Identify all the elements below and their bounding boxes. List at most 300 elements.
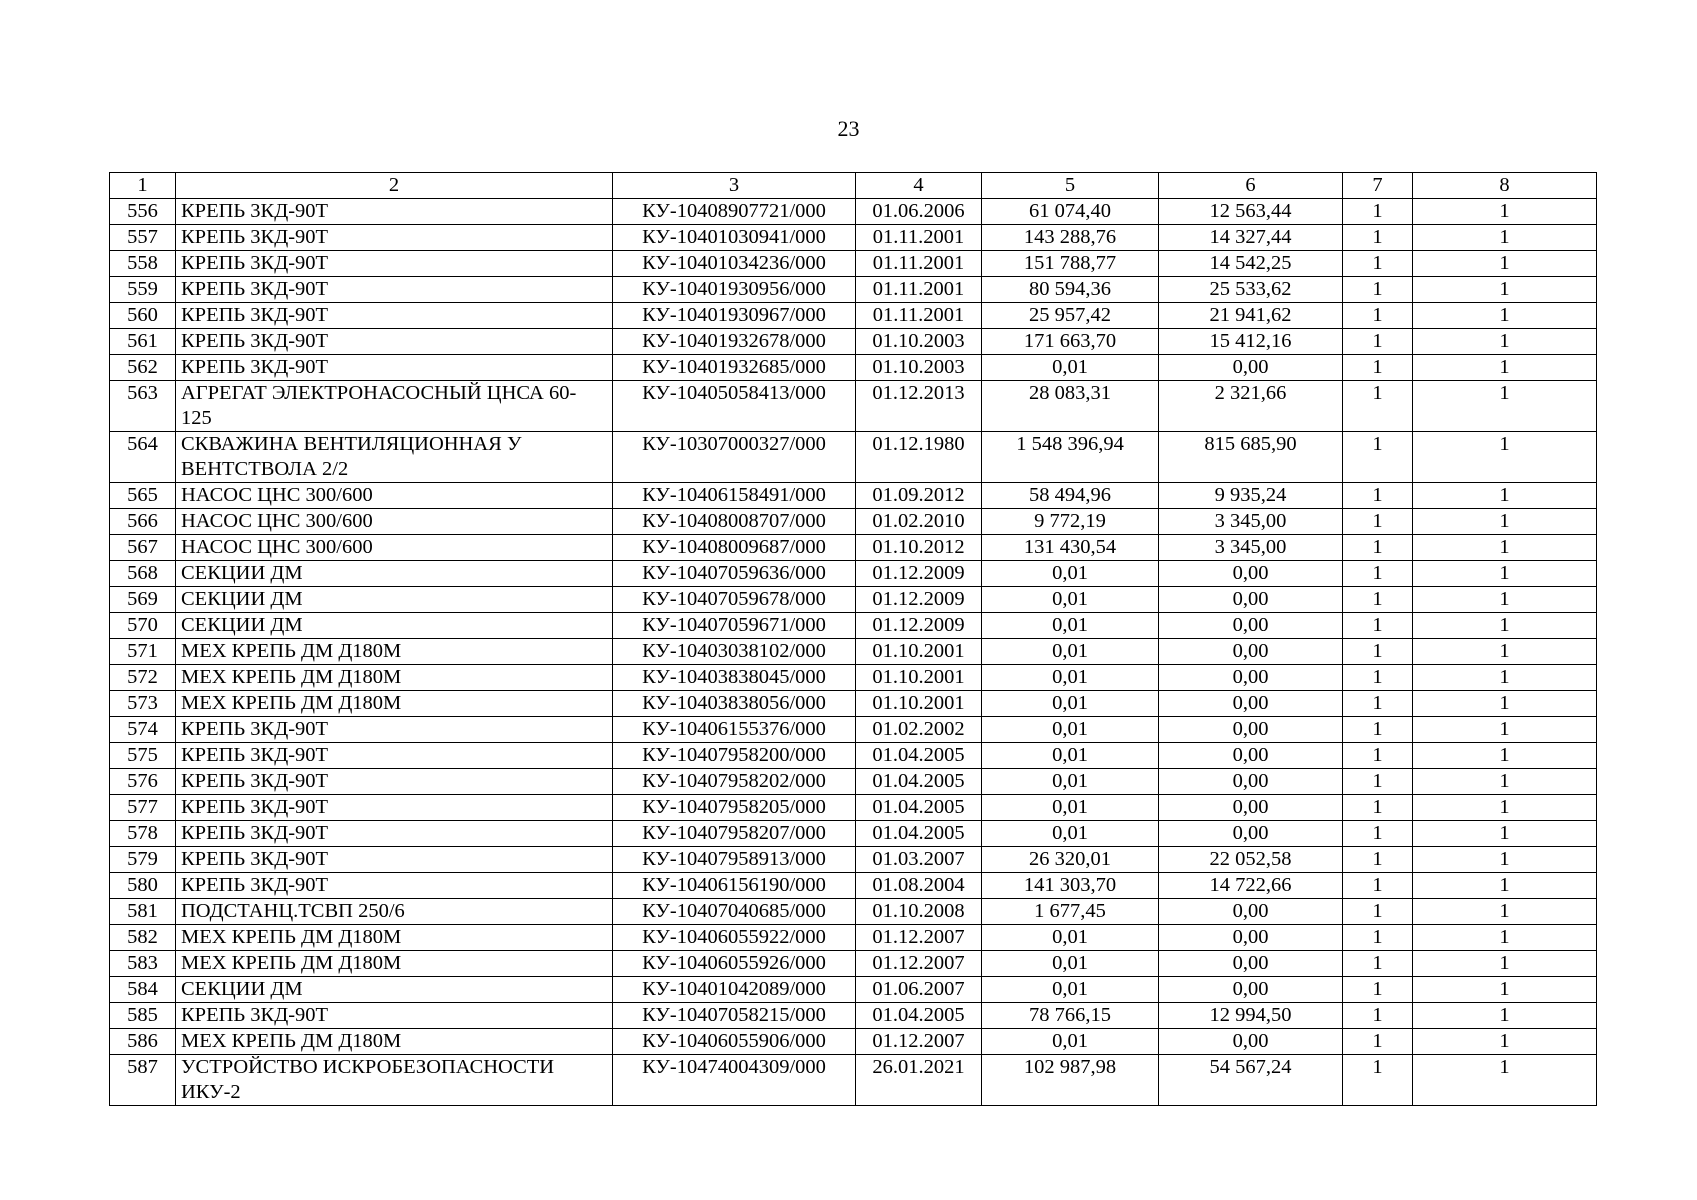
- quantity-cell: 1: [1413, 355, 1597, 381]
- inventory-number-cell: КУ-10407059671/000: [613, 613, 856, 639]
- initial-cost-cell: 171 663,70: [982, 329, 1159, 355]
- row-number-cell: 585: [110, 1003, 176, 1029]
- inventory-number-cell: КУ-10474004309/000: [613, 1055, 856, 1106]
- residual-cost-cell: 25 533,62: [1159, 277, 1343, 303]
- row-number-cell: 587: [110, 1055, 176, 1106]
- quantity-cell: 1: [1343, 303, 1413, 329]
- row-number-cell: 578: [110, 821, 176, 847]
- table-row: [110, 381, 1597, 432]
- column-header: 7: [1343, 173, 1413, 199]
- table-row: [110, 277, 1597, 303]
- initial-cost-cell: 0,01: [982, 665, 1159, 691]
- table-body: [110, 199, 1597, 1106]
- quantity-cell: 1: [1343, 639, 1413, 665]
- table-row: [110, 769, 1597, 795]
- initial-cost-cell: 9 772,19: [982, 509, 1159, 535]
- quantity-cell: 1: [1343, 251, 1413, 277]
- date-cell: 01.10.2008: [856, 899, 982, 925]
- table-row: [110, 951, 1597, 977]
- quantity-cell: 1: [1413, 743, 1597, 769]
- date-cell: 01.12.2007: [856, 1029, 982, 1055]
- item-name-cell: КРЕПЬ 3КД-90Т: [176, 303, 613, 329]
- item-name-cell: КРЕПЬ 3КД-90Т: [176, 329, 613, 355]
- date-cell: 01.10.2001: [856, 639, 982, 665]
- item-name-cell: МЕХ КРЕПЬ ДМ Д180М: [176, 951, 613, 977]
- row-number-cell: 560: [110, 303, 176, 329]
- column-header: 3: [613, 173, 856, 199]
- table-row: [110, 873, 1597, 899]
- initial-cost-cell: 131 430,54: [982, 535, 1159, 561]
- row-number-cell: 572: [110, 665, 176, 691]
- row-number-cell: 583: [110, 951, 176, 977]
- residual-cost-cell: 0,00: [1159, 613, 1343, 639]
- column-header: 1: [110, 173, 176, 199]
- quantity-cell: 1: [1413, 303, 1597, 329]
- residual-cost-cell: 0,00: [1159, 769, 1343, 795]
- table-row: [110, 535, 1597, 561]
- inventory-number-cell: КУ-10401034236/000: [613, 251, 856, 277]
- quantity-cell: 1: [1413, 432, 1597, 483]
- inventory-number-cell: КУ-10408008707/000: [613, 509, 856, 535]
- page-number: 23: [837, 116, 860, 141]
- item-name-cell: МЕХ КРЕПЬ ДМ Д180М: [176, 691, 613, 717]
- table-row: [110, 899, 1597, 925]
- table-row: [110, 199, 1597, 225]
- quantity-cell: 1: [1413, 613, 1597, 639]
- row-number-cell: 580: [110, 873, 176, 899]
- quantity-cell: 1: [1413, 561, 1597, 587]
- table-row: [110, 483, 1597, 509]
- row-number-cell: 564: [110, 432, 176, 483]
- initial-cost-cell: 151 788,77: [982, 251, 1159, 277]
- initial-cost-cell: 61 074,40: [982, 199, 1159, 225]
- quantity-cell: 1: [1343, 977, 1413, 1003]
- initial-cost-cell: 0,01: [982, 691, 1159, 717]
- initial-cost-cell: 0,01: [982, 587, 1159, 613]
- column-header: 8: [1413, 173, 1597, 199]
- item-name-cell: МЕХ КРЕПЬ ДМ Д180М: [176, 639, 613, 665]
- quantity-cell: 1: [1343, 847, 1413, 873]
- quantity-cell: 1: [1413, 483, 1597, 509]
- item-name-cell: АГРЕГАТ ЭЛЕКТРОНАСОСНЫЙ ЦНСА 60-125: [176, 381, 613, 432]
- initial-cost-cell: 25 957,42: [982, 303, 1159, 329]
- item-name-cell: СЕКЦИИ ДМ: [176, 561, 613, 587]
- inventory-number-cell: КУ-10405058413/000: [613, 381, 856, 432]
- row-number-cell: 559: [110, 277, 176, 303]
- inventory-number-cell: КУ-10407958202/000: [613, 769, 856, 795]
- quantity-cell: 1: [1343, 691, 1413, 717]
- residual-cost-cell: 3 345,00: [1159, 535, 1343, 561]
- inventory-number-cell: КУ-10407958207/000: [613, 821, 856, 847]
- quantity-cell: 1: [1413, 873, 1597, 899]
- inventory-number-cell: КУ-10401042089/000: [613, 977, 856, 1003]
- date-cell: 01.04.2005: [856, 743, 982, 769]
- initial-cost-cell: 102 987,98: [982, 1055, 1159, 1106]
- row-number-cell: 562: [110, 355, 176, 381]
- quantity-cell: 1: [1413, 639, 1597, 665]
- row-number-cell: 579: [110, 847, 176, 873]
- row-number-cell: 566: [110, 509, 176, 535]
- row-number-cell: 565: [110, 483, 176, 509]
- date-cell: 01.04.2005: [856, 1003, 982, 1029]
- inventory-number-cell: КУ-10406055906/000: [613, 1029, 856, 1055]
- inventory-number-cell: КУ-10307000327/000: [613, 432, 856, 483]
- quantity-cell: 1: [1413, 509, 1597, 535]
- row-number-cell: 576: [110, 769, 176, 795]
- item-name-cell: НАСОС ЦНС 300/600: [176, 535, 613, 561]
- date-cell: 01.10.2001: [856, 665, 982, 691]
- column-header: 2: [176, 173, 613, 199]
- quantity-cell: 1: [1343, 1003, 1413, 1029]
- inventory-number-cell: КУ-10407059636/000: [613, 561, 856, 587]
- table-row: [110, 1003, 1597, 1029]
- column-header: 5: [982, 173, 1159, 199]
- item-name-cell: УСТРОЙСТВО ИСКРОБЕЗОПАСНОСТИ ИКУ-2: [176, 1055, 613, 1106]
- quantity-cell: 1: [1343, 1029, 1413, 1055]
- row-number-cell: 561: [110, 329, 176, 355]
- residual-cost-cell: 14 327,44: [1159, 225, 1343, 251]
- initial-cost-cell: 78 766,15: [982, 1003, 1159, 1029]
- row-number-cell: 574: [110, 717, 176, 743]
- quantity-cell: 1: [1413, 925, 1597, 951]
- residual-cost-cell: 0,00: [1159, 821, 1343, 847]
- date-cell: 01.12.2009: [856, 561, 982, 587]
- initial-cost-cell: 0,01: [982, 1029, 1159, 1055]
- quantity-cell: 1: [1413, 251, 1597, 277]
- table-row: [110, 561, 1597, 587]
- quantity-cell: 1: [1413, 795, 1597, 821]
- quantity-cell: 1: [1413, 199, 1597, 225]
- quantity-cell: 1: [1413, 769, 1597, 795]
- table-row: [110, 665, 1597, 691]
- item-name-cell: КРЕПЬ 3КД-90Т: [176, 199, 613, 225]
- residual-cost-cell: 2 321,66: [1159, 381, 1343, 432]
- item-name-cell: КРЕПЬ 3КД-90Т: [176, 769, 613, 795]
- table-row: [110, 639, 1597, 665]
- row-number-cell: 577: [110, 795, 176, 821]
- table-row: [110, 847, 1597, 873]
- item-name-cell: СЕКЦИИ ДМ: [176, 613, 613, 639]
- initial-cost-cell: 0,01: [982, 743, 1159, 769]
- date-cell: 01.12.2007: [856, 951, 982, 977]
- item-name-cell: МЕХ КРЕПЬ ДМ Д180М: [176, 1029, 613, 1055]
- initial-cost-cell: 58 494,96: [982, 483, 1159, 509]
- date-cell: 01.12.1980: [856, 432, 982, 483]
- quantity-cell: 1: [1413, 821, 1597, 847]
- column-header: 4: [856, 173, 982, 199]
- residual-cost-cell: 0,00: [1159, 977, 1343, 1003]
- quantity-cell: 1: [1413, 717, 1597, 743]
- table-row: [110, 1055, 1597, 1106]
- inventory-number-cell: КУ-10407958200/000: [613, 743, 856, 769]
- quantity-cell: 1: [1413, 1003, 1597, 1029]
- inventory-number-cell: КУ-10406055926/000: [613, 951, 856, 977]
- item-name-cell: КРЕПЬ 3КД-90Т: [176, 1003, 613, 1029]
- row-number-cell: 584: [110, 977, 176, 1003]
- table-row: [110, 509, 1597, 535]
- quantity-cell: 1: [1413, 277, 1597, 303]
- date-cell: 01.06.2006: [856, 199, 982, 225]
- residual-cost-cell: 0,00: [1159, 665, 1343, 691]
- row-number-cell: 573: [110, 691, 176, 717]
- residual-cost-cell: 0,00: [1159, 561, 1343, 587]
- date-cell: 01.10.2003: [856, 355, 982, 381]
- quantity-cell: 1: [1343, 717, 1413, 743]
- quantity-cell: 1: [1343, 329, 1413, 355]
- residual-cost-cell: 14 722,66: [1159, 873, 1343, 899]
- date-cell: 01.11.2001: [856, 251, 982, 277]
- table-row: [110, 743, 1597, 769]
- residual-cost-cell: 0,00: [1159, 899, 1343, 925]
- inventory-number-cell: КУ-10406055922/000: [613, 925, 856, 951]
- item-name-cell: КРЕПЬ 3КД-90Т: [176, 847, 613, 873]
- item-name-cell: КРЕПЬ 3КД-90Т: [176, 873, 613, 899]
- quantity-cell: 1: [1413, 1029, 1597, 1055]
- quantity-cell: 1: [1343, 561, 1413, 587]
- date-cell: 01.12.2009: [856, 587, 982, 613]
- initial-cost-cell: 143 288,76: [982, 225, 1159, 251]
- quantity-cell: 1: [1413, 1055, 1597, 1106]
- initial-cost-cell: 0,01: [982, 925, 1159, 951]
- date-cell: 01.08.2004: [856, 873, 982, 899]
- quantity-cell: 1: [1343, 873, 1413, 899]
- initial-cost-cell: 0,01: [982, 769, 1159, 795]
- quantity-cell: 1: [1343, 665, 1413, 691]
- row-number-cell: 571: [110, 639, 176, 665]
- quantity-cell: 1: [1413, 665, 1597, 691]
- initial-cost-cell: 0,01: [982, 951, 1159, 977]
- date-cell: 01.12.2009: [856, 613, 982, 639]
- quantity-cell: 1: [1413, 691, 1597, 717]
- residual-cost-cell: 0,00: [1159, 925, 1343, 951]
- quantity-cell: 1: [1413, 899, 1597, 925]
- initial-cost-cell: 1 548 396,94: [982, 432, 1159, 483]
- residual-cost-cell: 3 345,00: [1159, 509, 1343, 535]
- initial-cost-cell: 141 303,70: [982, 873, 1159, 899]
- column-number-row: [110, 173, 1597, 199]
- table-row: [110, 587, 1597, 613]
- quantity-cell: 1: [1343, 769, 1413, 795]
- quantity-cell: 1: [1343, 821, 1413, 847]
- date-cell: 01.02.2010: [856, 509, 982, 535]
- initial-cost-cell: 26 320,01: [982, 847, 1159, 873]
- row-number-cell: 569: [110, 587, 176, 613]
- initial-cost-cell: 0,01: [982, 977, 1159, 1003]
- item-name-cell: КРЕПЬ 3КД-90Т: [176, 795, 613, 821]
- table-row: [110, 251, 1597, 277]
- initial-cost-cell: 1 677,45: [982, 899, 1159, 925]
- quantity-cell: 1: [1343, 535, 1413, 561]
- inventory-number-cell: КУ-10401030941/000: [613, 225, 856, 251]
- row-number-cell: 581: [110, 899, 176, 925]
- table-row: [110, 717, 1597, 743]
- table-row: [110, 225, 1597, 251]
- inventory-number-cell: КУ-10401930956/000: [613, 277, 856, 303]
- item-name-cell: МЕХ КРЕПЬ ДМ Д180М: [176, 665, 613, 691]
- inventory-number-cell: КУ-10406156190/000: [613, 873, 856, 899]
- initial-cost-cell: 0,01: [982, 639, 1159, 665]
- residual-cost-cell: 0,00: [1159, 795, 1343, 821]
- inventory-number-cell: КУ-10406158491/000: [613, 483, 856, 509]
- inventory-number-cell: КУ-10407058215/000: [613, 1003, 856, 1029]
- quantity-cell: 1: [1343, 925, 1413, 951]
- residual-cost-cell: 22 052,58: [1159, 847, 1343, 873]
- quantity-cell: 1: [1413, 977, 1597, 1003]
- item-name-cell: КРЕПЬ 3КД-90Т: [176, 225, 613, 251]
- date-cell: 01.04.2005: [856, 795, 982, 821]
- item-name-cell: СЕКЦИИ ДМ: [176, 587, 613, 613]
- table-row: [110, 691, 1597, 717]
- date-cell: 01.09.2012: [856, 483, 982, 509]
- table-row: [110, 925, 1597, 951]
- quantity-cell: 1: [1413, 847, 1597, 873]
- item-name-cell: КРЕПЬ 3КД-90Т: [176, 743, 613, 769]
- residual-cost-cell: 12 994,50: [1159, 1003, 1343, 1029]
- inventory-number-cell: КУ-10407958205/000: [613, 795, 856, 821]
- quantity-cell: 1: [1343, 899, 1413, 925]
- row-number-cell: 567: [110, 535, 176, 561]
- table-row: [110, 432, 1597, 483]
- item-name-cell: НАСОС ЦНС 300/600: [176, 509, 613, 535]
- initial-cost-cell: 0,01: [982, 717, 1159, 743]
- inventory-number-cell: КУ-10401932678/000: [613, 329, 856, 355]
- quantity-cell: 1: [1343, 795, 1413, 821]
- row-number-cell: 568: [110, 561, 176, 587]
- item-name-cell: МЕХ КРЕПЬ ДМ Д180М: [176, 925, 613, 951]
- inventory-number-cell: КУ-10401930967/000: [613, 303, 856, 329]
- table-row: [110, 1029, 1597, 1055]
- date-cell: 01.10.2003: [856, 329, 982, 355]
- inventory-number-cell: КУ-10403838045/000: [613, 665, 856, 691]
- table-row: [110, 303, 1597, 329]
- date-cell: 01.11.2001: [856, 303, 982, 329]
- inventory-number-cell: КУ-10403038102/000: [613, 639, 856, 665]
- residual-cost-cell: 0,00: [1159, 717, 1343, 743]
- quantity-cell: 1: [1343, 355, 1413, 381]
- row-number-cell: 575: [110, 743, 176, 769]
- residual-cost-cell: 14 542,25: [1159, 251, 1343, 277]
- inventory-number-cell: КУ-10407059678/000: [613, 587, 856, 613]
- column-header: 6: [1159, 173, 1343, 199]
- quantity-cell: 1: [1343, 432, 1413, 483]
- residual-cost-cell: 0,00: [1159, 587, 1343, 613]
- item-name-cell: КРЕПЬ 3КД-90Т: [176, 821, 613, 847]
- item-name-cell: КРЕПЬ 3КД-90Т: [176, 277, 613, 303]
- residual-cost-cell: 0,00: [1159, 355, 1343, 381]
- quantity-cell: 1: [1343, 613, 1413, 639]
- quantity-cell: 1: [1343, 225, 1413, 251]
- residual-cost-cell: 0,00: [1159, 639, 1343, 665]
- date-cell: 01.11.2001: [856, 225, 982, 251]
- quantity-cell: 1: [1343, 1055, 1413, 1106]
- date-cell: 01.04.2005: [856, 821, 982, 847]
- asset-table: [109, 172, 1597, 1106]
- quantity-cell: 1: [1343, 199, 1413, 225]
- inventory-number-cell: КУ-10407040685/000: [613, 899, 856, 925]
- residual-cost-cell: 15 412,16: [1159, 329, 1343, 355]
- residual-cost-cell: 815 685,90: [1159, 432, 1343, 483]
- date-cell: 01.10.2001: [856, 691, 982, 717]
- initial-cost-cell: 0,01: [982, 795, 1159, 821]
- date-cell: 01.11.2001: [856, 277, 982, 303]
- date-cell: 01.10.2012: [856, 535, 982, 561]
- initial-cost-cell: 0,01: [982, 821, 1159, 847]
- initial-cost-cell: 0,01: [982, 355, 1159, 381]
- table-row: [110, 821, 1597, 847]
- quantity-cell: 1: [1343, 743, 1413, 769]
- row-number-cell: 556: [110, 199, 176, 225]
- quantity-cell: 1: [1413, 381, 1597, 432]
- quantity-cell: 1: [1343, 951, 1413, 977]
- residual-cost-cell: 12 563,44: [1159, 199, 1343, 225]
- row-number-cell: 586: [110, 1029, 176, 1055]
- date-cell: 01.03.2007: [856, 847, 982, 873]
- quantity-cell: 1: [1413, 535, 1597, 561]
- date-cell: 26.01.2021: [856, 1055, 982, 1106]
- inventory-number-cell: КУ-10406155376/000: [613, 717, 856, 743]
- quantity-cell: 1: [1343, 509, 1413, 535]
- date-cell: 01.06.2007: [856, 977, 982, 1003]
- quantity-cell: 1: [1413, 329, 1597, 355]
- inventory-number-cell: КУ-10408907721/000: [613, 199, 856, 225]
- row-number-cell: 563: [110, 381, 176, 432]
- item-name-cell: КРЕПЬ 3КД-90Т: [176, 355, 613, 381]
- table-row: [110, 355, 1597, 381]
- residual-cost-cell: 9 935,24: [1159, 483, 1343, 509]
- residual-cost-cell: 54 567,24: [1159, 1055, 1343, 1106]
- quantity-cell: 1: [1343, 587, 1413, 613]
- initial-cost-cell: 0,01: [982, 613, 1159, 639]
- inventory-number-cell: КУ-10407958913/000: [613, 847, 856, 873]
- quantity-cell: 1: [1343, 483, 1413, 509]
- table-row: [110, 613, 1597, 639]
- residual-cost-cell: 21 941,62: [1159, 303, 1343, 329]
- initial-cost-cell: 28 083,31: [982, 381, 1159, 432]
- quantity-cell: 1: [1413, 225, 1597, 251]
- initial-cost-cell: 80 594,36: [982, 277, 1159, 303]
- row-number-cell: 582: [110, 925, 176, 951]
- item-name-cell: КРЕПЬ 3КД-90Т: [176, 717, 613, 743]
- residual-cost-cell: 0,00: [1159, 691, 1343, 717]
- quantity-cell: 1: [1413, 587, 1597, 613]
- date-cell: 01.12.2007: [856, 925, 982, 951]
- item-name-cell: КРЕПЬ 3КД-90Т: [176, 251, 613, 277]
- initial-cost-cell: 0,01: [982, 561, 1159, 587]
- item-name-cell: НАСОС ЦНС 300/600: [176, 483, 613, 509]
- row-number-cell: 558: [110, 251, 176, 277]
- item-name-cell: СКВАЖИНА ВЕНТИЛЯЦИОННАЯ У ВЕНТСТВОЛА 2/2: [176, 432, 613, 483]
- quantity-cell: 1: [1413, 951, 1597, 977]
- inventory-number-cell: КУ-10403838056/000: [613, 691, 856, 717]
- inventory-number-cell: КУ-10408009687/000: [613, 535, 856, 561]
- item-name-cell: СЕКЦИИ ДМ: [176, 977, 613, 1003]
- table-row: [110, 329, 1597, 355]
- row-number-cell: 557: [110, 225, 176, 251]
- quantity-cell: 1: [1343, 277, 1413, 303]
- date-cell: 01.02.2002: [856, 717, 982, 743]
- residual-cost-cell: 0,00: [1159, 1029, 1343, 1055]
- date-cell: 01.12.2013: [856, 381, 982, 432]
- table-row: [110, 977, 1597, 1003]
- residual-cost-cell: 0,00: [1159, 743, 1343, 769]
- date-cell: 01.04.2005: [856, 769, 982, 795]
- row-number-cell: 570: [110, 613, 176, 639]
- inventory-number-cell: КУ-10401932685/000: [613, 355, 856, 381]
- residual-cost-cell: 0,00: [1159, 951, 1343, 977]
- item-name-cell: ПОДСТАНЦ.ТСВП 250/6: [176, 899, 613, 925]
- table-row: [110, 795, 1597, 821]
- quantity-cell: 1: [1343, 381, 1413, 432]
